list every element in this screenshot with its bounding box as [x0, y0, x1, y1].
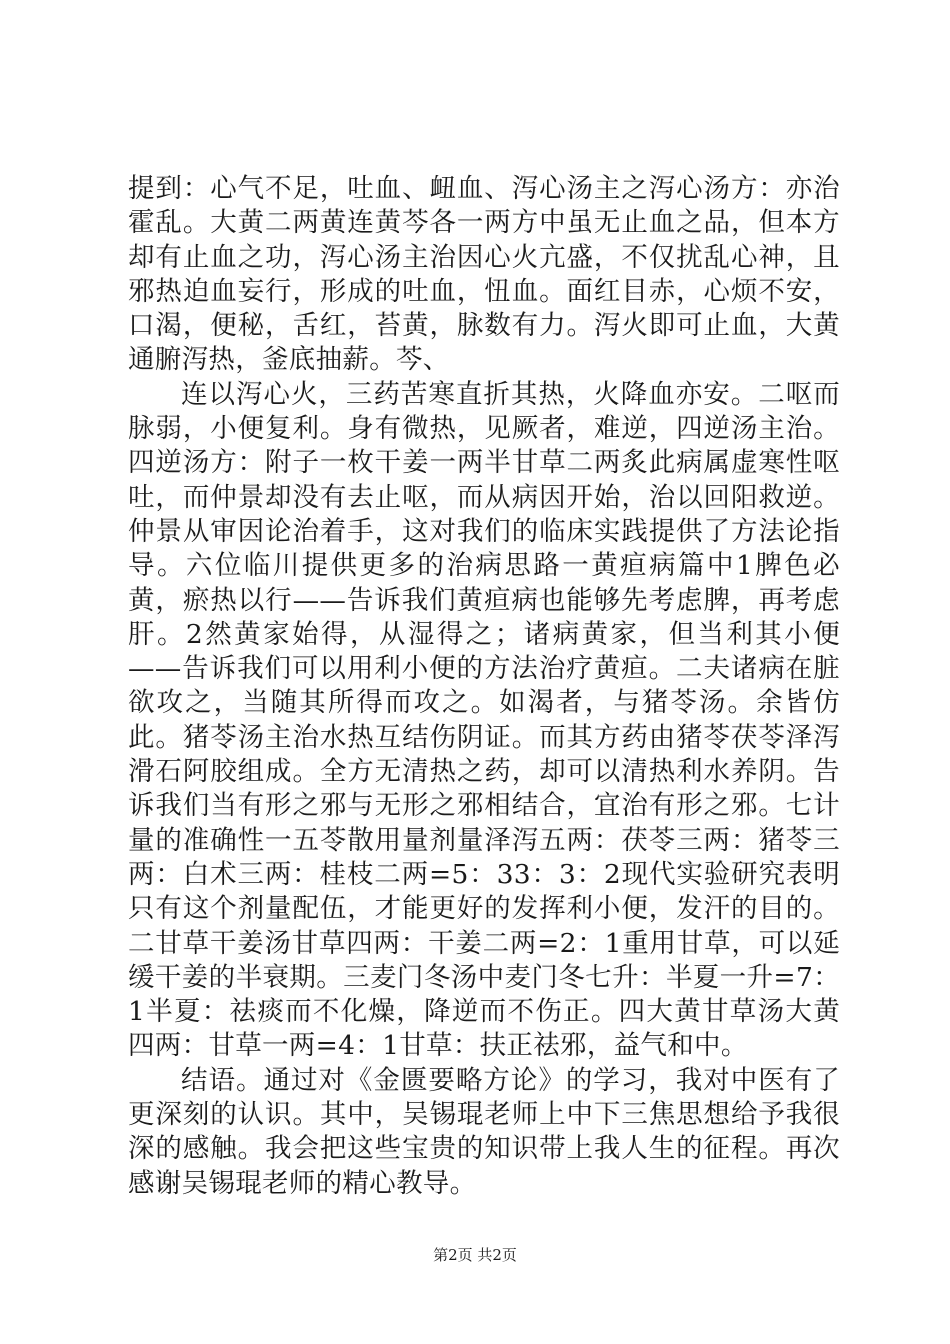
paragraph-1: 提到：心气不足，吐血、衄血、泻心汤主之泻心汤方：亦治霍乱。大黄二两黄连黄芩各一两方中虽无止血之品，但本方却有止血之功，泻心汤主治因心火亢盛，不仅扰乱心神，且邪热迫血妄行，形成的吐血，忸血。面红目赤，心烦不安，口渴，便秘，舌红，苔黄，脉数有力。泻火即可止血，大黄通腑泻热，釜底抽薪。芩、: [128, 173, 840, 376]
document-body: [128, 172, 840, 1201]
page-number-footer: 第2页 共2页: [433, 1246, 517, 1264]
paragraph-3: 结语。通过对《金匮要略方论》的学习，我对中医有了更深刻的认识。其中，吴锡琨老师上中下三焦思想给予我很深的感触。我会把这些宝贵的知识带上我人生的征程。再次感谢吴锡琨老师的精心教导。: [128, 1064, 840, 1199]
paragraph-2: 连以泻心火，三药苦寒直折其热，火降血亦安。二呕而脉弱，小便复利。身有微热，见厥者，难逆，四逆汤主治。四逆汤方：附子一枚干姜一两半甘草二两炙此病属虚寒性呕吐，而仲景却没有去止呕，而从病因开始，治以回阳救逆。仲景从审因论治着手，这对我们的临床实践提供了方法论指导。六位临川提供更多的治病思路一黄疸病篇中1脾色必黄，瘀热以行——告诉我们黄疸病也能够先考虑脾，再考虑肝。2然黄家始得，从湿得之；诸病黄家，但当利其小便——告诉我们可以用利小便的方法治疗黄疸。二夫诸病在脏欲攻之，当随其所得而攻之。如渴者，与猪苓汤。余皆仿此。猪苓汤主治水热互结伤阴证。而其方药由猪苓茯苓泽泻滑石阿胶组成。全方无清热之药，却可以清热利水养阴。告诉我们当有形之邪与无形之邪相结合，宜治有形之邪。七计量的准确性一五苓散用量剂量泽泻五两：茯苓三两：猪苓三两：白术三两：桂枝二两=5：33：3：2现代实验研究表明只有这个剂量配伍，才能更好的发挥利小便，发汗的目的。二甘草干姜汤甘草四两：干姜二两=2：1重用甘草，可以延缓干姜的半衰期。三麦门冬汤中麦门冬七升：半夏一升=7：1半夏：祛痰而不化燥，降逆而不伤正。四大黄甘草汤大黄四两：甘草一两=4：1甘草：扶正祛邪，益气和中。: [128, 378, 841, 1062]
